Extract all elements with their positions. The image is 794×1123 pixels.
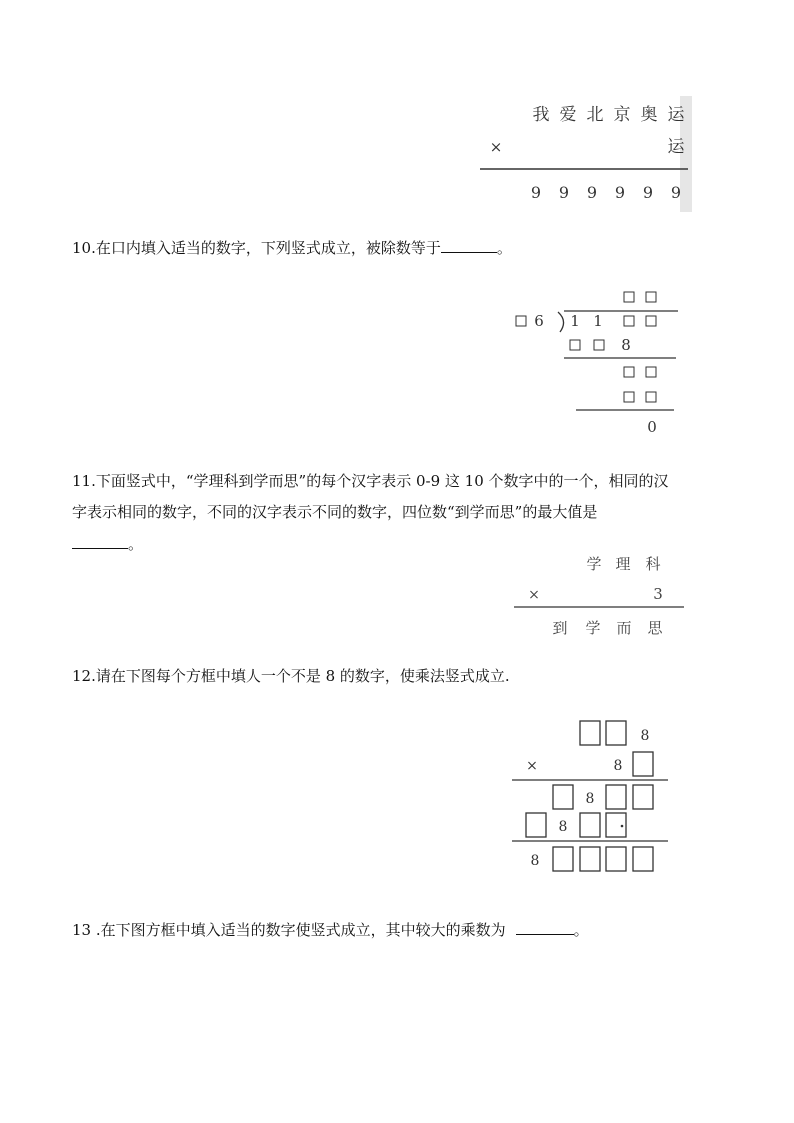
q11-multiplier: 3 [653,585,663,603]
q10-dividend-digit: 1 [570,312,580,330]
q10-dividend-box [624,316,634,326]
q12-box [606,721,626,745]
q12-digit-eight: 8 [585,791,595,807]
q11-top-char: 科 [645,555,661,573]
q9-top-char: 我 [532,105,550,125]
figure-q12-multiplication [506,714,674,880]
q11-result-char: 到 [552,619,568,637]
q9-result-digit: 9 [586,183,598,202]
figure-q10-division [506,282,686,442]
q11-result-char: 学 [585,619,601,637]
q10-dividend-digit: 1 [593,312,603,330]
q10-quotient-box [624,292,634,302]
q12-times-sign: × [526,758,538,774]
q12-box [580,813,600,837]
q12-box [633,785,653,809]
answer-blank[interactable] [516,918,574,935]
q9-top-char: 运 [667,105,685,125]
q12-digit-eight: 8 [558,819,568,835]
answer-blank[interactable] [72,532,128,549]
question-10 [72,232,512,264]
question-12 [72,660,510,692]
question-11-line2 [72,496,597,528]
q12-box [633,752,653,776]
q11-line2: 字表示相同的数字，不同的汉字表示不同的数字，四位数“到学而思”的最大值是 [72,503,598,521]
q9-result-digit: 9 [558,183,570,202]
figure-q9-multiplication [474,94,696,214]
q11-result-char: 思 [647,619,663,637]
q10-quotient-box [646,292,656,302]
q10-sub-digit: 8 [621,336,631,354]
q10-divisor-digit: 6 [534,312,544,330]
q12-text: 12.请在下图每个方框中填人一个不是 8 的数字，使乘法竖式成立. [72,667,510,685]
question-11-line3 [72,528,143,560]
q10-product-box [570,340,580,350]
figure-q11-multiplication [506,548,690,644]
q13-end: 。 [573,921,589,939]
q9-result-digit: 9 [614,183,626,202]
q9-times-sign: × [489,138,503,156]
q12-box [526,813,546,837]
q9-top-char: 京 [613,105,631,125]
q13-text: 13 .在下图方框中填入适当的数字使竖式成立，其中较大的乘数为 [72,921,506,939]
q10-partial-box [646,367,656,377]
q12-box [553,847,573,871]
q10-partial-box [624,392,634,402]
q9-result-digit: 9 [530,183,542,202]
q10-remainder: 0 [647,418,657,436]
q10-partial-box [624,367,634,377]
question-13 [72,914,589,946]
q10-product-box [594,340,604,350]
q9-top-char: 爱 [559,105,577,125]
q11-times-sign: × [528,587,540,603]
q9-top-char: 奥 [640,105,658,125]
question-11-line1 [72,465,669,497]
q11-line1: 11.下面竖式中，“学理科到学而思”的每个汉字表示 0-9 这 10 个数字中的一个，相同的汉 [72,472,669,490]
q12-box [606,847,626,871]
q9-multiplier: 运 [667,137,685,157]
q12-digit-eight: 8 [530,853,540,869]
q12-box [633,847,653,871]
q12-digit-eight: 8 [613,758,623,774]
q12-box [580,847,600,871]
q12-dot [621,825,624,828]
q11-result-char: 而 [616,619,632,637]
q9-result-digit: 9 [670,183,682,202]
q10-end: 。 [496,239,512,257]
q12-box [606,785,626,809]
q11-end: 。 [128,535,144,553]
q11-top-char: 学 [586,555,602,573]
q12-box [606,813,626,837]
q11-top-char: 理 [615,555,631,573]
q10-text: 10.在口内填入适当的数字，下列竖式成立，被除数等于 [72,239,441,257]
q10-divisor-box [516,316,526,326]
q9-top-char: 北 [586,105,604,125]
answer-blank[interactable] [441,236,497,253]
q10-dividend-box [646,316,656,326]
q10-partial-box [646,392,656,402]
q12-box [553,785,573,809]
q12-box [580,721,600,745]
q9-result-digit: 9 [642,183,654,202]
q12-digit-eight: 8 [640,728,650,744]
